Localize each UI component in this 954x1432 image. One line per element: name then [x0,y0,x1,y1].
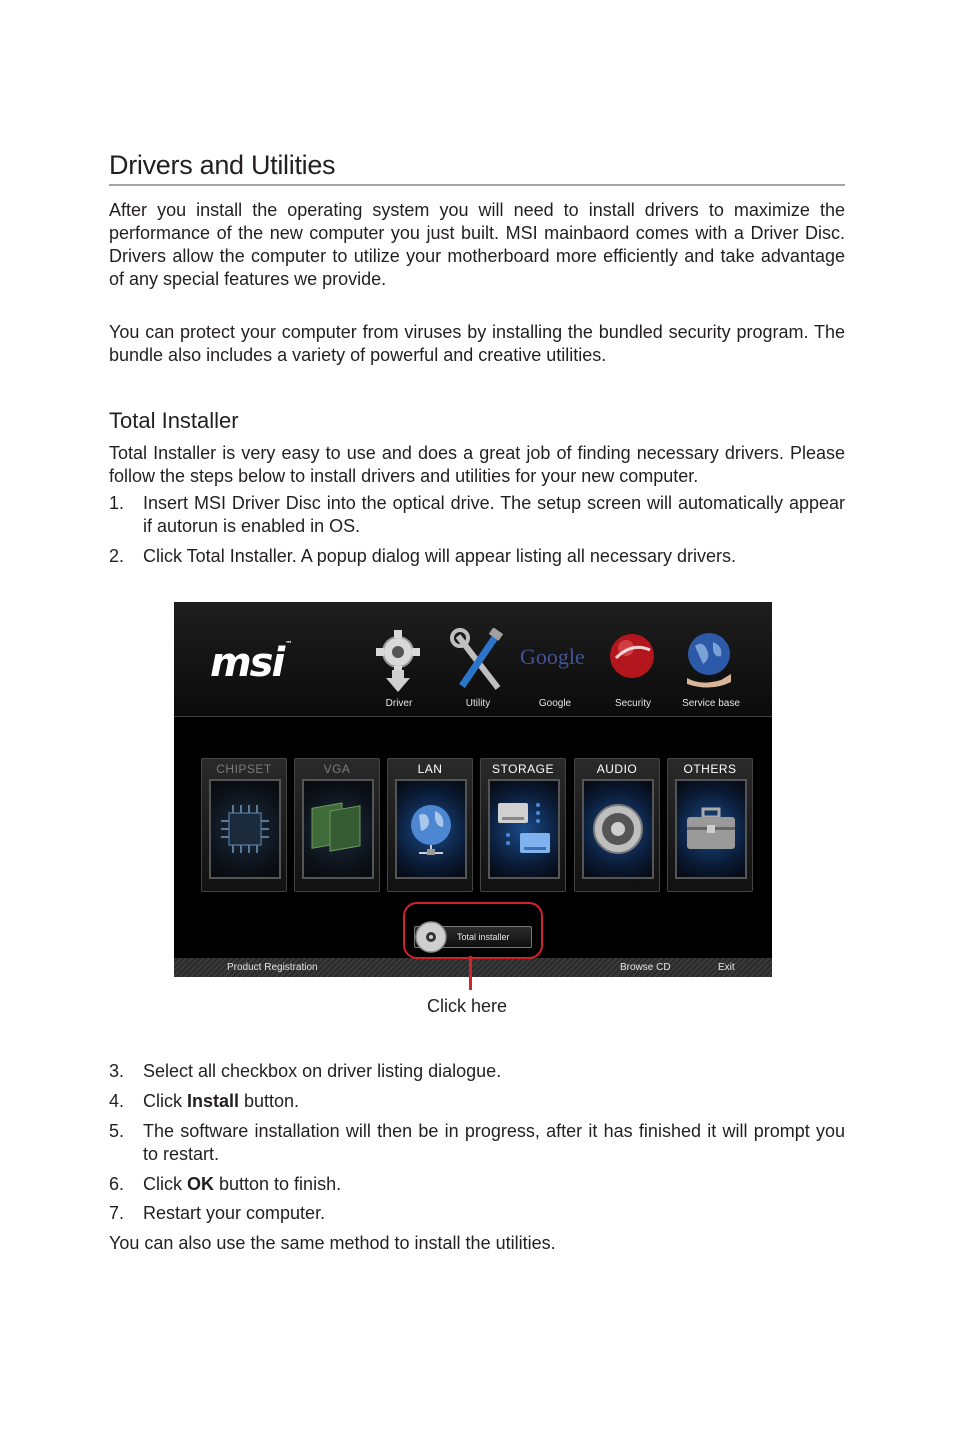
section-title: Total Installer [109,408,239,433]
step-text: Insert MSI Driver Disc into the optical drive. The setup screen will automatically appear if autorun is enabled in OS. [143,493,845,536]
callout-line [469,956,472,990]
step-number: 5. [109,1121,125,1141]
step-item [109,1090,845,1113]
security-paragraph: You can protect your computer from viruses by installing the bundled security program. The bundle also includes a variety of powerful and creative utilities. [109,322,845,365]
tile-label: CHIPSET [216,762,272,776]
service-base-menu[interactable] [681,628,737,698]
google-menu[interactable] [518,628,586,698]
exit-link[interactable]: Exit [718,962,735,973]
step-text: The software installation will then be in progress, after it has finished it will prompt you to restart. [143,1121,845,1164]
tile-storage[interactable] [480,758,566,892]
step-item [109,545,845,568]
step-number: 3. [109,1061,125,1081]
driver-label: Driver [385,698,413,709]
total-installer-paragraph: Total Installer is very easy to use and does a great job of finding necessary drivers. Please follow the steps below to install drivers and utilities for your new computer. [109,443,845,486]
tile-lan[interactable] [387,758,473,892]
page-title: Drivers and Utilities [109,150,336,180]
storage-drive-icon [494,799,554,859]
step-number: 7. [109,1203,125,1223]
toolbox-icon [681,799,741,859]
utility-label: Utility [465,698,491,709]
step-number: 6. [109,1174,125,1194]
step-item [109,1120,845,1166]
ok-keyword: OK [187,1174,214,1194]
step-text-post: button to finish. [214,1174,342,1194]
step-text: Click Total Installer. A popup dialog will appear listing all necessary drivers. [143,546,736,566]
globe-hand-icon [681,628,737,698]
speaker-icon [588,799,648,859]
google-label: Google [538,698,572,709]
closing-paragraph: You can also use the same method to install the utilities. [109,1233,556,1253]
google-logo: Google [520,644,585,669]
total-installer-label: Total installer [457,932,510,942]
step-item [109,492,845,538]
step-text: Restart your computer. [143,1203,326,1223]
utility-menu[interactable] [450,628,506,698]
driver-menu[interactable] [370,628,426,698]
step-text-post: button. [239,1091,300,1111]
browse-cd-link[interactable]: Browse CD [620,962,671,973]
step-number: 1. [109,493,125,513]
step-item [109,1173,845,1196]
tile-audio[interactable] [574,758,660,892]
intro-paragraph: After you install the operating system you will need to install drivers to maximize the performance of the new computer you just built. MSI mainbaord comes with a Driver Disc. Drivers allow the computer to utilize your motherboard more efficiently and take advantage of any special features we provide. [109,200,845,289]
security-menu[interactable] [604,628,660,698]
msi-logo: msi ™ [210,640,293,686]
tile-label: STORAGE [492,762,554,776]
graphics-card-icon [308,799,368,859]
step-text [143,1173,845,1196]
tile-label: LAN [417,762,443,776]
highlight-circle [403,902,543,959]
step-text-pre: Click [143,1091,187,1111]
click-here-caption: Click here [427,996,508,1016]
tile-chipset[interactable] [201,758,287,892]
network-globe-icon [401,799,461,859]
tile-vga[interactable] [294,758,380,892]
tile-label: AUDIO [596,762,638,776]
service-base-label: Service base [682,698,740,709]
tile-label: OTHERS [683,762,737,776]
title-rule [109,184,845,186]
gear-download-icon [370,628,426,698]
install-keyword: Install [187,1091,240,1111]
step-item [109,1060,845,1083]
chip-icon [215,799,275,859]
security-ball-icon [604,628,660,698]
step-text-pre: Click [143,1174,187,1194]
security-label: Security [614,698,652,709]
step-number: 4. [109,1091,125,1111]
step-number: 2. [109,546,125,566]
step-text [143,1090,845,1113]
step-item [109,1202,845,1225]
product-registration-link[interactable]: Product Registration [227,962,318,973]
step-text: Select all checkbox on driver listing dialogue. [143,1061,502,1081]
tools-icon [450,628,506,698]
installer-bottom-bar [174,958,772,977]
tile-label: VGA [323,762,351,776]
tile-others[interactable] [667,758,753,892]
